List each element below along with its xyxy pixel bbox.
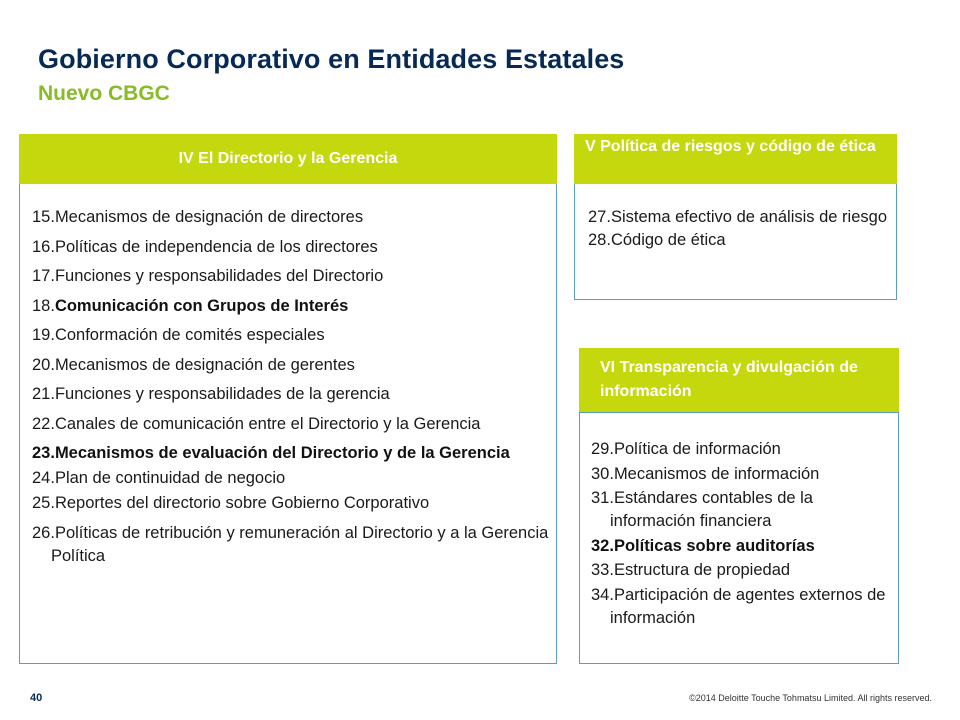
list-item <box>32 522 552 568</box>
item-text: Estándares contables de la información financiera <box>610 489 813 530</box>
item-number: 25. <box>32 494 55 512</box>
item-number: 22. <box>32 414 55 433</box>
item-text: Funciones y responsabilidades del Directorio <box>54 267 384 285</box>
item-number: 33. <box>591 561 614 579</box>
item-number: 28. <box>588 231 611 249</box>
item-number: 20. <box>32 355 55 374</box>
list-item <box>591 535 896 558</box>
page-subtitle: Nuevo CBGC <box>38 82 170 105</box>
item-number: 23. <box>32 444 55 462</box>
item-number: 27. <box>588 208 611 226</box>
item-number: 31. <box>591 489 614 507</box>
list-item <box>32 442 552 465</box>
item-text: Política de información <box>613 440 781 458</box>
item-text: Estructura de propiedad <box>613 561 791 579</box>
item-text: Sistema efectivo de análisis de riesgo <box>610 208 887 226</box>
list-item <box>588 206 893 229</box>
list-item <box>32 413 552 436</box>
list-item <box>32 265 552 288</box>
list-item <box>591 463 896 486</box>
item-text: Conformación de comités especiales <box>54 326 325 344</box>
item-text: Participación de agentes externos de información <box>610 585 886 627</box>
item-number: 21. <box>32 385 55 403</box>
item-text: Canales de comunicación entre el Directorio y la Gerencia <box>54 414 481 433</box>
panel-transparencia-heading: VI Transparencia y divulgación de información <box>579 348 899 412</box>
list-item <box>32 492 552 515</box>
riesgos-list <box>588 206 893 252</box>
item-number: 18. <box>32 296 55 315</box>
list-item <box>32 236 552 259</box>
item-number: 16. <box>32 237 55 256</box>
item-text: Funciones y responsabilidades de la gerencia <box>54 385 390 403</box>
list-item <box>32 383 552 406</box>
panel-directorio-heading: IV El Directorio y la Gerencia <box>19 134 557 184</box>
item-number: 15. <box>32 208 55 226</box>
item-text: Políticas sobre auditorías <box>613 536 815 555</box>
list-item <box>591 438 896 461</box>
item-text: Mecanismos de designación de directores <box>54 208 364 226</box>
list-item <box>32 354 552 377</box>
item-number: 17. <box>32 267 55 285</box>
copyright-notice: ©2014 Deloitte Touche Tohmatsu Limited. All rights reserved. <box>689 693 932 703</box>
item-text: Políticas de retribución y remuneración al Directorio y a la Gerencia Política <box>51 523 549 565</box>
item-number: 29. <box>591 440 614 458</box>
list-item <box>591 559 896 582</box>
item-text: Reportes del directorio sobre Gobierno Corporativo <box>54 494 430 512</box>
transparencia-list <box>591 438 896 631</box>
item-number: 19. <box>32 326 55 344</box>
list-item <box>32 467 552 490</box>
item-number: 24. <box>32 469 55 487</box>
item-number: 26. <box>32 523 55 542</box>
list-item <box>591 584 896 630</box>
item-number: 34. <box>591 585 614 604</box>
item-text: Plan de continuidad de negocio <box>54 469 286 487</box>
item-number: 30. <box>591 464 614 483</box>
item-text: Código de ética <box>610 231 726 249</box>
page-number: 40 <box>30 692 43 704</box>
item-text: Políticas de independencia de los directores <box>54 237 378 256</box>
page-title: Gobierno Corporativo en Entidades Estatales <box>38 44 625 74</box>
panel-riesgos-heading: V Política de riesgos y código de ética <box>574 134 897 184</box>
list-item <box>32 295 552 318</box>
list-item <box>32 324 552 347</box>
item-number: 32. <box>591 536 614 555</box>
item-text: Mecanismos de evaluación del Directorio y de la Gerencia <box>54 444 510 462</box>
list-item <box>591 487 896 533</box>
list-item <box>588 229 747 252</box>
item-text: Mecanismos de designación de gerentes <box>54 355 355 374</box>
item-text: Comunicación con Grupos de Interés <box>54 296 349 315</box>
directorio-list <box>32 206 552 574</box>
item-text: Mecanismos de información <box>613 464 820 483</box>
list-item <box>32 206 552 229</box>
